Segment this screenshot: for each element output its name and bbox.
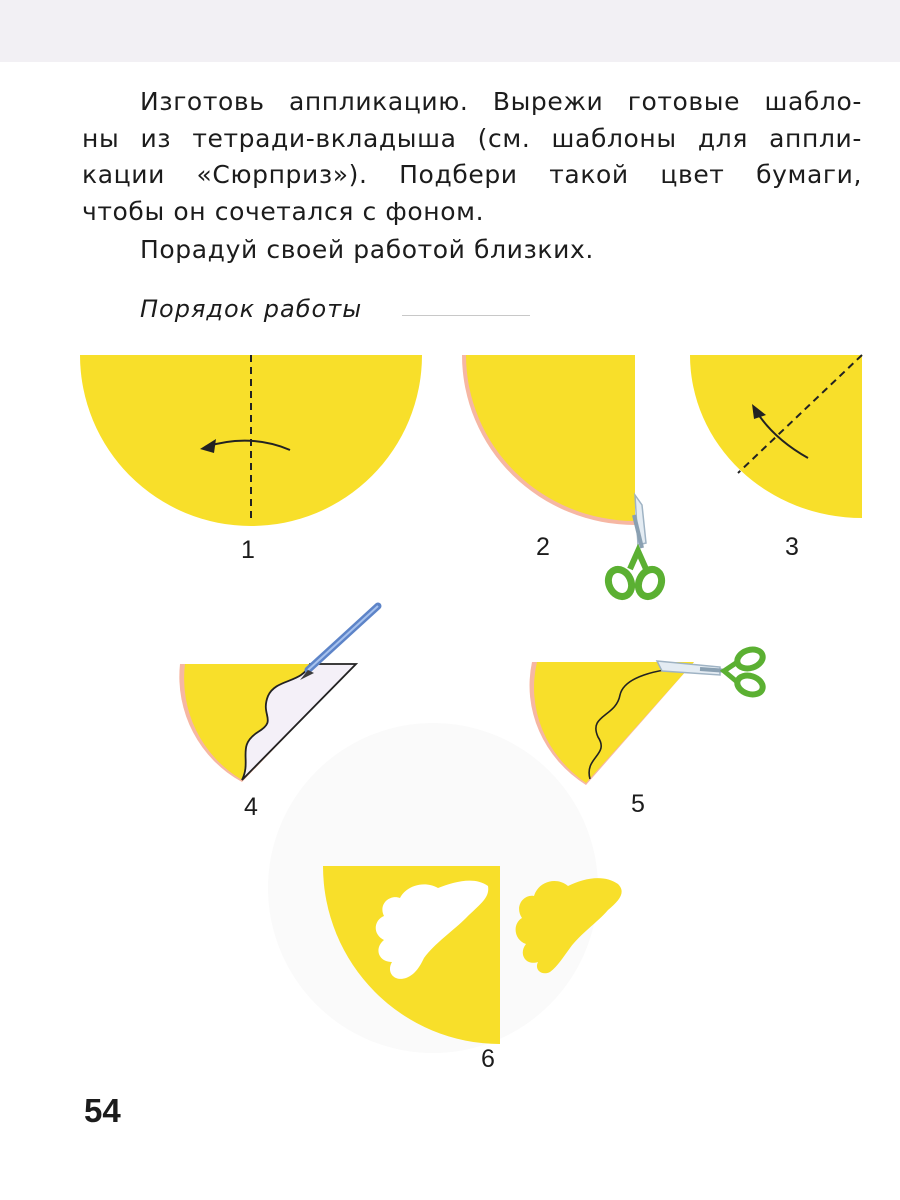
- page-top-edge: [0, 0, 900, 62]
- step-6-illustration: [228, 848, 668, 1048]
- step-1-illustration: [80, 355, 425, 525]
- instructions-paragraph-2: Порадуй своей работой близких.: [140, 235, 594, 264]
- step-number-2: 2: [536, 533, 550, 561]
- page-number: 54: [84, 1092, 121, 1129]
- folded-triangle-paper: [534, 662, 694, 783]
- step-number-3: 3: [785, 533, 799, 561]
- instructions-line-1: Изготовь аппликацию. Вырежи готовые шабло-: [140, 87, 862, 116]
- step-number-4: 4: [244, 793, 258, 821]
- step-number-1: 1: [241, 536, 255, 564]
- section-subtitle: Порядок работы: [140, 295, 363, 323]
- step-number-6: 6: [481, 1045, 495, 1073]
- instructions-text: [82, 84, 862, 269]
- instructions-paragraph-1: [82, 84, 862, 230]
- scissors-icon: [657, 646, 765, 697]
- step-3-illustration: [690, 355, 865, 520]
- step-2-illustration: [462, 355, 677, 605]
- step-number-5: 5: [631, 790, 645, 818]
- instructions-line-2: ны из тетради-вкладыша (см. шаблоны для аппли-: [82, 123, 862, 153]
- instructions-line-4: чтобы он сочетался с фоном.: [82, 196, 485, 226]
- instructions-line-3: кации «Сюрприз»). Подбери такой цвет бумаги,: [82, 160, 862, 189]
- step-5-illustration: [532, 645, 772, 790]
- subtitle-rule: [402, 315, 530, 316]
- quarter-circle-paper: [690, 355, 862, 518]
- quarter-circle-paper: [466, 355, 635, 521]
